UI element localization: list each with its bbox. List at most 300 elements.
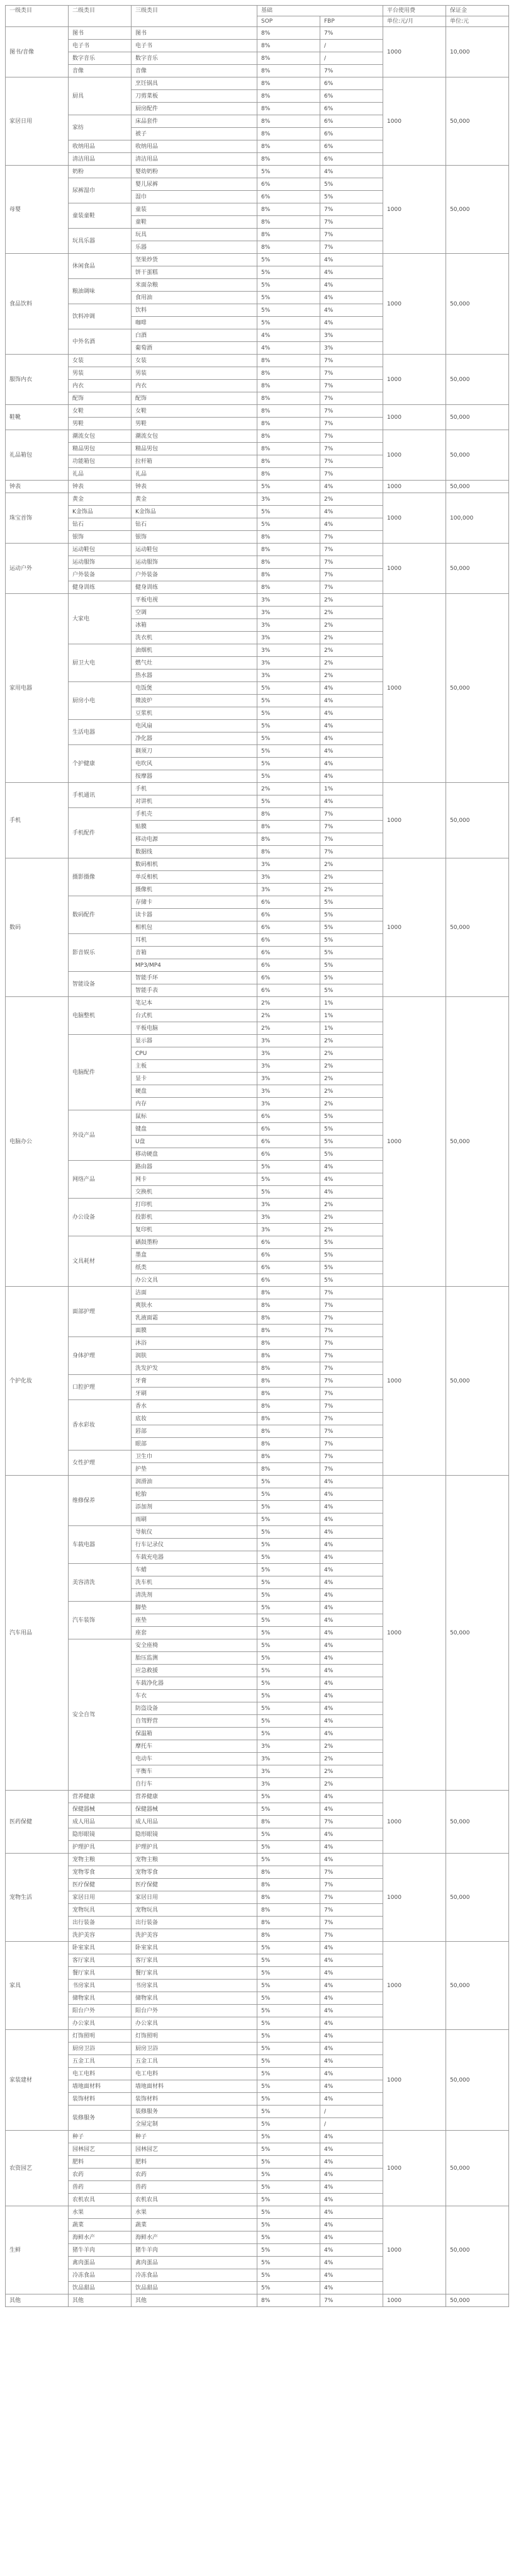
level3-cell: 台式机 [132, 1010, 257, 1022]
level3-cell: 剃须刀 [132, 745, 257, 758]
sop-rate-cell: 5% [257, 2156, 320, 2169]
fbp-rate-cell: 4% [320, 1854, 383, 1866]
level2-cell: 电脑配件 [69, 1035, 132, 1110]
annual-fee-cell: 1000 [383, 2294, 446, 2307]
fbp-rate-cell: 6% [320, 140, 383, 153]
sop-rate-cell: 5% [257, 254, 320, 266]
level3-cell: 玩具 [132, 229, 257, 241]
level3-cell: 脚垫 [132, 1602, 257, 1614]
fbp-rate-cell: / [320, 2118, 383, 2131]
fbp-rate-cell: 4% [320, 1677, 383, 1690]
deposit-cell: 50,000 [446, 355, 509, 405]
level2-cell: 汽车装饰 [69, 1602, 132, 1639]
level1-cell: 农资园艺 [6, 2131, 69, 2206]
fbp-rate-cell: 6% [320, 103, 383, 115]
level3-cell: 手机 [132, 783, 257, 795]
fbp-rate-cell: 1% [320, 997, 383, 1010]
sop-rate-cell: 8% [257, 229, 320, 241]
fbp-rate-cell: 2% [320, 1740, 383, 1753]
level2-cell: 其他 [69, 2294, 132, 2307]
sop-rate-cell: 8% [257, 1438, 320, 1450]
fbp-rate-cell: 7% [320, 468, 383, 481]
sop-rate-cell: 5% [257, 2143, 320, 2156]
level2-cell: 休闲食品 [69, 254, 132, 279]
sop-rate-cell: 5% [257, 1828, 320, 1841]
level2-cell: 营养健康 [69, 1791, 132, 1803]
level3-cell: 墨盒 [132, 1249, 257, 1262]
level3-cell: 乳液面霜 [132, 1312, 257, 1325]
fbp-rate-cell: 4% [320, 2194, 383, 2206]
fbp-rate-cell: 2% [320, 1073, 383, 1085]
level3-cell: 自驾野营 [132, 1715, 257, 1728]
fbp-rate-cell: 7% [320, 1312, 383, 1325]
sop-rate-cell: 6% [257, 1136, 320, 1148]
level3-cell: 电饭煲 [132, 682, 257, 695]
level2-cell: 钻石 [69, 518, 132, 531]
sop-rate-cell: 8% [257, 846, 320, 858]
level1-cell: 礼品箱包 [6, 430, 69, 481]
deposit-cell: 50,000 [446, 1287, 509, 1476]
sop-rate-cell: 5% [257, 2118, 320, 2131]
sop-rate-cell: 5% [257, 2257, 320, 2269]
level3-cell: 安全座椅 [132, 1639, 257, 1652]
level3-cell: 洗发护发 [132, 1362, 257, 1375]
level2-cell: 电工电料 [69, 2068, 132, 2080]
deposit-cell: 50,000 [446, 430, 509, 481]
fbp-rate-cell: 4% [320, 1992, 383, 2005]
sop-rate-cell: 5% [257, 1627, 320, 1639]
sop-rate-cell: 5% [257, 707, 320, 720]
level1-cell: 家用电器 [6, 594, 69, 783]
annual-fee-cell: 1000 [383, 254, 446, 355]
level3-cell: 咖啡 [132, 317, 257, 329]
sop-rate-cell: 6% [257, 947, 320, 959]
level2-cell: 身体护理 [69, 1337, 132, 1375]
level1-cell: 家具 [6, 1942, 69, 2030]
level2-cell: 园林园艺 [69, 2143, 132, 2156]
level3-cell: 婴儿尿裤 [132, 178, 257, 191]
sop-rate-cell: 5% [257, 266, 320, 279]
annual-fee-cell: 1000 [383, 166, 446, 254]
level1-cell: 钟表 [6, 481, 69, 493]
annual-fee-cell: 1000 [383, 1942, 446, 2030]
sop-rate-cell: 8% [257, 367, 320, 380]
fbp-rate-cell: 4% [320, 2219, 383, 2231]
level3-cell: 投影机 [132, 1211, 257, 1224]
sop-rate-cell: 5% [257, 1539, 320, 1551]
sop-rate-cell: 8% [257, 418, 320, 430]
fbp-rate-cell: 7% [320, 569, 383, 581]
fbp-rate-cell: 4% [320, 1652, 383, 1665]
table-row [6, 355, 509, 367]
sop-rate-cell: 8% [257, 1362, 320, 1375]
fbp-rate-cell: 7% [320, 65, 383, 77]
level2-cell: 车载电器 [69, 1526, 132, 1564]
level2-cell: 智能设备 [69, 972, 132, 997]
sop-rate-cell: 6% [257, 1148, 320, 1161]
fbp-rate-cell: 7% [320, 380, 383, 392]
level3-cell: 读卡器 [132, 909, 257, 921]
fbp-rate-cell: 4% [320, 279, 383, 292]
deposit-cell: 50,000 [446, 2131, 509, 2206]
annual-fee-cell: 1000 [383, 77, 446, 166]
level3-cell: 油烟机 [132, 644, 257, 657]
level2-cell: 粮油调味 [69, 279, 132, 304]
sop-rate-cell: 2% [257, 997, 320, 1010]
sop-rate-cell: 8% [257, 1400, 320, 1413]
sop-rate-cell: 5% [257, 720, 320, 732]
sop-rate-cell: 8% [257, 1388, 320, 1400]
level2-cell: 银饰 [69, 531, 132, 544]
deposit-cell: 50,000 [446, 405, 509, 430]
fbp-rate-cell: 2% [320, 619, 383, 632]
fbp-rate-cell: 2% [320, 1224, 383, 1236]
fbp-rate-cell: 7% [320, 1425, 383, 1438]
sop-rate-cell: 6% [257, 1249, 320, 1262]
fbp-rate-cell: 7% [320, 1287, 383, 1299]
level2-cell: 数码配件 [69, 896, 132, 934]
table-row [6, 254, 509, 266]
annual-fee-cell: 1000 [383, 27, 446, 77]
table-row [6, 27, 509, 40]
level3-cell: 坚果炒货 [132, 254, 257, 266]
sop-rate-cell: 5% [257, 1854, 320, 1866]
level3-cell: 运动鞋包 [132, 544, 257, 556]
annual-fee-cell: 1000 [383, 2030, 446, 2131]
level1-cell: 汽车用品 [6, 1476, 69, 1791]
sop-rate-cell: 8% [257, 203, 320, 216]
level3-cell: 净化器 [132, 732, 257, 745]
level3-cell: 女鞋 [132, 405, 257, 418]
level3-cell: 自行车 [132, 1778, 257, 1791]
sop-rate-cell: 8% [257, 1891, 320, 1904]
sop-rate-cell: 5% [257, 1942, 320, 1954]
level3-cell: 打印机 [132, 1199, 257, 1211]
level2-cell: 家居日用 [69, 1891, 132, 1904]
level3-cell: K金饰品 [132, 506, 257, 518]
table-row [6, 405, 509, 418]
fbp-rate-cell: 4% [320, 2282, 383, 2294]
fbp-rate-cell: 5% [320, 1249, 383, 1262]
level2-cell: 精品男包 [69, 443, 132, 455]
sop-rate-cell: 8% [257, 544, 320, 556]
level3-cell: 清洁用品 [132, 153, 257, 166]
sop-rate-cell: 3% [257, 657, 320, 670]
fbp-rate-cell: 6% [320, 90, 383, 103]
fbp-rate-cell: 2% [320, 1778, 383, 1791]
fbp-rate-cell: 2% [320, 1765, 383, 1778]
level3-cell: 添加剂 [132, 1501, 257, 1513]
fbp-rate-cell: 7% [320, 2294, 383, 2307]
table-row [6, 1287, 509, 1299]
level2-cell: 冷冻食品 [69, 2269, 132, 2282]
fbp-rate-cell: 4% [320, 2156, 383, 2169]
sop-rate-cell: 8% [257, 1866, 320, 1879]
sop-rate-cell: 8% [257, 103, 320, 115]
level1-cell: 电脑办公 [6, 997, 69, 1287]
level2-cell: 隐形眼镜 [69, 1828, 132, 1841]
fbp-rate-cell: 5% [320, 191, 383, 203]
sop-rate-cell: 6% [257, 984, 320, 997]
level3-cell: 相机包 [132, 921, 257, 934]
sop-rate-cell: 3% [257, 871, 320, 884]
sop-rate-cell: 5% [257, 1501, 320, 1513]
level3-cell: 储物家具 [132, 1992, 257, 2005]
level2-cell: 办公设备 [69, 1199, 132, 1236]
fbp-rate-cell: 4% [320, 2181, 383, 2194]
sop-rate-cell: 8% [257, 1375, 320, 1388]
level2-cell: 玩具乐器 [69, 229, 132, 254]
level2-cell: 运动服饰 [69, 556, 132, 569]
level2-cell: 成人用品 [69, 1816, 132, 1828]
annual-fee-cell: 1000 [383, 783, 446, 858]
fbp-rate-cell: 7% [320, 1325, 383, 1337]
level2-cell: 童装童鞋 [69, 203, 132, 229]
sop-rate-cell: 8% [257, 40, 320, 52]
level2-cell: 功能箱包 [69, 455, 132, 468]
level3-cell: 客厅家具 [132, 1954, 257, 1967]
fbp-rate-cell: 6% [320, 115, 383, 128]
deposit-cell: 50,000 [446, 2030, 509, 2131]
fbp-rate-cell: 4% [320, 1841, 383, 1854]
fbp-rate-cell: 4% [320, 1526, 383, 1539]
fbp-rate-cell: 4% [320, 1828, 383, 1841]
level2-cell: 出行装备 [69, 1917, 132, 1929]
level3-cell: 阳台户外 [132, 2005, 257, 2017]
level3-cell: 健身训练 [132, 581, 257, 594]
fbp-rate-cell: 5% [320, 1136, 383, 1148]
annual-fee-cell: 1000 [383, 493, 446, 544]
sop-rate-cell: 3% [257, 493, 320, 506]
sop-rate-cell: 5% [257, 1967, 320, 1980]
fbp-rate-cell: 5% [320, 1110, 383, 1123]
level3-cell: 葡萄酒 [132, 342, 257, 355]
fbp-rate-cell: 4% [320, 2169, 383, 2181]
level3-cell: 应急救援 [132, 1665, 257, 1677]
level3-cell: 座套 [132, 1627, 257, 1639]
sop-rate-cell: 3% [257, 1060, 320, 1073]
level2-cell: 宠物主粮 [69, 1854, 132, 1866]
sop-rate-cell: 5% [257, 2282, 320, 2294]
header-annual-fee-unit: 单位:元/月 [383, 16, 446, 27]
fbp-rate-cell: 4% [320, 481, 383, 493]
fbp-rate-cell: 4% [320, 1589, 383, 1602]
fbp-rate-cell: 5% [320, 959, 383, 972]
deposit-cell: 50,000 [446, 166, 509, 254]
level3-cell: 手机壳 [132, 808, 257, 821]
level3-cell: 单反相机 [132, 871, 257, 884]
sop-rate-cell: 8% [257, 1879, 320, 1891]
level2-cell: 储物家具 [69, 1992, 132, 2005]
fbp-rate-cell: 5% [320, 984, 383, 997]
level3-cell: 卫生巾 [132, 1450, 257, 1463]
level2-cell: 礼品 [69, 468, 132, 481]
level3-cell: 饼干蛋糕 [132, 266, 257, 279]
level3-cell: 童装 [132, 203, 257, 216]
sop-rate-cell: 8% [257, 1929, 320, 1942]
sop-rate-cell: 5% [257, 2194, 320, 2206]
level2-cell: 医疗保健 [69, 1879, 132, 1891]
level3-cell: 平板电视 [132, 594, 257, 607]
sop-rate-cell: 8% [257, 1917, 320, 1929]
fbp-rate-cell: 5% [320, 921, 383, 934]
annual-fee-cell: 1000 [383, 544, 446, 594]
level2-cell: 收纳用品 [69, 140, 132, 153]
level1-cell: 图书/音像 [6, 27, 69, 77]
sop-rate-cell: 3% [257, 632, 320, 644]
fbp-rate-cell: 7% [320, 1362, 383, 1375]
fbp-rate-cell: 7% [320, 27, 383, 40]
level3-cell: 电风扇 [132, 720, 257, 732]
sop-rate-cell: 8% [257, 1463, 320, 1476]
fbp-rate-cell: 4% [320, 745, 383, 758]
annual-fee-cell: 1000 [383, 1791, 446, 1854]
fbp-rate-cell: 5% [320, 947, 383, 959]
level3-cell: 数字音乐 [132, 52, 257, 65]
header-deposit-unit: 单位:元 [446, 16, 509, 27]
fbp-rate-cell: 5% [320, 934, 383, 947]
annual-fee-cell: 1000 [383, 1287, 446, 1476]
level2-cell: 厨房小电 [69, 682, 132, 720]
sop-rate-cell: 8% [257, 1287, 320, 1299]
sop-rate-cell: 8% [257, 1350, 320, 1362]
level2-cell: 钟表 [69, 481, 132, 493]
sop-rate-cell: 3% [257, 594, 320, 607]
sop-rate-cell: 6% [257, 1262, 320, 1274]
deposit-cell: 10,000 [446, 27, 509, 77]
sop-rate-cell: 5% [257, 2231, 320, 2244]
level3-cell: 出行装备 [132, 1917, 257, 1929]
fbp-rate-cell: 5% [320, 1262, 383, 1274]
level3-cell: 润肤 [132, 1350, 257, 1362]
fbp-rate-cell: 5% [320, 1236, 383, 1249]
level3-cell: 雨刷 [132, 1513, 257, 1526]
level3-cell: 医疗保健 [132, 1879, 257, 1891]
level2-cell: 厨卫大电 [69, 644, 132, 682]
level3-cell: 蔬菜 [132, 2219, 257, 2231]
sop-rate-cell: 3% [257, 1073, 320, 1085]
level3-cell: 清洗剂 [132, 1589, 257, 1602]
level1-cell: 医药保健 [6, 1791, 69, 1854]
sop-rate-cell: 5% [257, 1476, 320, 1488]
level2-cell: 电脑整机 [69, 997, 132, 1035]
fbp-rate-cell: 4% [320, 266, 383, 279]
level2-cell: 禽肉蛋品 [69, 2257, 132, 2269]
fbp-rate-cell: 4% [320, 1665, 383, 1677]
level3-cell: 耳机 [132, 934, 257, 947]
level3-cell: 食用油 [132, 292, 257, 304]
level2-cell: K金饰品 [69, 506, 132, 518]
fbp-rate-cell: 2% [320, 1098, 383, 1110]
level1-cell: 手机 [6, 783, 69, 858]
sop-rate-cell: 5% [257, 2219, 320, 2231]
fbp-rate-cell: 1% [320, 1022, 383, 1035]
sop-rate-cell: 5% [257, 1690, 320, 1702]
fbp-rate-cell: 2% [320, 670, 383, 682]
fbp-rate-cell: 2% [320, 884, 383, 896]
fbp-rate-cell: 7% [320, 581, 383, 594]
deposit-cell: 100,000 [446, 493, 509, 544]
level1-cell: 运动户外 [6, 544, 69, 594]
level1-cell: 家居日用 [6, 77, 69, 166]
level2-cell: 厨房卫浴 [69, 2043, 132, 2055]
level1-cell: 食品饮料 [6, 254, 69, 355]
sop-rate-cell: 3% [257, 1765, 320, 1778]
fbp-rate-cell: 4% [320, 720, 383, 732]
level3-cell: 冰箱 [132, 619, 257, 632]
fbp-rate-cell: 4% [320, 1501, 383, 1513]
level3-cell: 全屋定制 [132, 2118, 257, 2131]
level2-cell: 五金工具 [69, 2055, 132, 2068]
sop-rate-cell: 3% [257, 1199, 320, 1211]
fbp-rate-cell: 7% [320, 531, 383, 544]
fbp-rate-cell: 4% [320, 292, 383, 304]
fbp-rate-cell: 7% [320, 821, 383, 833]
sop-rate-cell: 8% [257, 405, 320, 418]
sop-rate-cell: 6% [257, 896, 320, 909]
level3-cell: 厨房卫浴 [132, 2043, 257, 2055]
level3-cell: 移动电源 [132, 833, 257, 846]
fbp-rate-cell: 4% [320, 1161, 383, 1173]
sop-rate-cell: 6% [257, 1274, 320, 1287]
fbp-rate-cell: 4% [320, 2055, 383, 2068]
sop-rate-cell: 8% [257, 455, 320, 468]
sop-rate-cell: 5% [257, 304, 320, 317]
table-row [6, 2030, 509, 2043]
level3-cell: 摄像机 [132, 884, 257, 896]
level2-cell: 中外名酒 [69, 329, 132, 355]
level3-cell: 礼品 [132, 468, 257, 481]
sop-rate-cell: 3% [257, 1047, 320, 1060]
sop-rate-cell: 5% [257, 1791, 320, 1803]
level2-cell: 兽药 [69, 2181, 132, 2194]
level3-cell: 种子 [132, 2131, 257, 2143]
sop-rate-cell: 5% [257, 2068, 320, 2080]
fbp-rate-cell: 7% [320, 1400, 383, 1413]
sop-rate-cell: 5% [257, 2055, 320, 2068]
level3-cell: 乐器 [132, 241, 257, 254]
level3-cell: 对讲机 [132, 795, 257, 808]
level3-cell: 图书 [132, 27, 257, 40]
level3-cell: 音箱 [132, 947, 257, 959]
level2-cell: 办公家具 [69, 2017, 132, 2030]
sop-rate-cell: 8% [257, 2294, 320, 2307]
annual-fee-cell: 1000 [383, 481, 446, 493]
level3-cell: 行车记录仪 [132, 1539, 257, 1551]
level3-cell: 洗护美容 [132, 1929, 257, 1942]
sop-rate-cell: 4% [257, 329, 320, 342]
level2-cell: 女鞋 [69, 405, 132, 418]
sop-rate-cell: 5% [257, 1576, 320, 1589]
sop-rate-cell: 8% [257, 430, 320, 443]
table-row [6, 1791, 509, 1803]
level2-cell: 大家电 [69, 594, 132, 644]
level2-cell: 客厅家具 [69, 1954, 132, 1967]
fbp-rate-cell: 4% [320, 317, 383, 329]
sop-rate-cell: 8% [257, 1450, 320, 1463]
level3-cell: 米面杂粮 [132, 279, 257, 292]
fbp-rate-cell: 4% [320, 1715, 383, 1728]
level3-cell: 复印机 [132, 1224, 257, 1236]
fbp-rate-cell: 2% [320, 493, 383, 506]
fbp-rate-cell: 2% [320, 607, 383, 619]
header-commission: 基础 [257, 6, 383, 16]
sop-rate-cell: 5% [257, 2093, 320, 2106]
level3-cell: 湿巾 [132, 191, 257, 203]
level2-cell: 海鲜水产 [69, 2231, 132, 2244]
sop-rate-cell: 8% [257, 115, 320, 128]
level2-cell: 数字音乐 [69, 52, 132, 65]
